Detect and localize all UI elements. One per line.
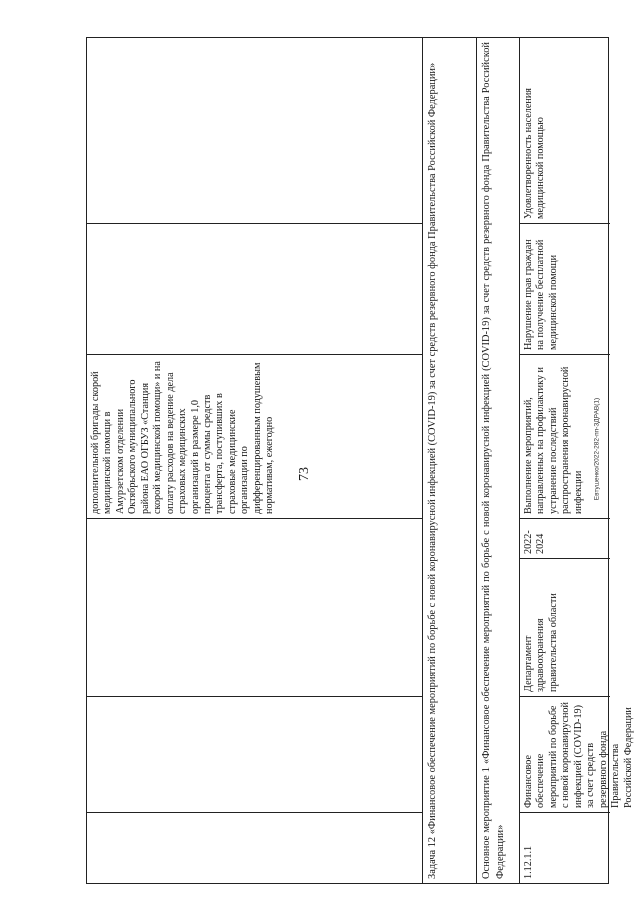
task-title: Задача 12 «Финансовое обеспечение мероприятий по борьбе с новой коронавирусной инфекцией (COVID-19) за счет средств резервного фонда Правительства Российской Федерации» bbox=[427, 62, 438, 879]
cell-expected-result: дополнительной бригады скорой медицинской помощи в Амурзетском отделении Октябрьского муниципального района ЕАО ОГБУЗ «Станция скорой медицинской помощи» и на оплату расходов на ведение дела страховых медицинских организаций в размере 1,0 процента от суммы средств трансферта, поступивших в страховые медицинские организации по дифференцированным подушевым нормативам, ежегодно bbox=[87, 354, 422, 518]
cell-number: 1.12.1.1 bbox=[520, 812, 610, 883]
table-row-item bbox=[520, 38, 634, 883]
cell-consequences: Нарушение прав граждан на получение бесплатной медицинской помощи bbox=[520, 223, 610, 354]
cell-period: 2022-2024 bbox=[520, 518, 610, 558]
cell-executor bbox=[87, 518, 422, 696]
cell-indicators bbox=[87, 36, 422, 223]
program-activities-table bbox=[86, 37, 634, 884]
page-number: 73 bbox=[297, 467, 312, 481]
cell-activity-name bbox=[87, 696, 422, 812]
table-row-main-activity bbox=[477, 38, 520, 883]
main-activity-title: Основное мероприятие 1 «Финансовое обеспечение мероприятий по борьбе с новой коронавирусной инфекцией (COVID-19) за счет средств резервного фонда Правительства Российской Федерации» bbox=[481, 42, 506, 879]
cell-number bbox=[87, 812, 422, 883]
cell-activity-name: Финансовое обеспечение мероприятий по борьбе с новой коронавирусной инфекцией (COVID-19) за счет средств резервного фонда Правительства Российской Федерации bbox=[520, 696, 610, 812]
cell-executor: Департамент здравоохранения правительства области bbox=[520, 558, 610, 696]
cell-indicators: Удовлетворенность населения медицинской помощью bbox=[523, 88, 547, 219]
document-registration-code: Евтушенко/2022-282-пп-ЗДРАВ(1) bbox=[593, 397, 601, 501]
cell-expected-result: Выполнение мероприятий, направленных на профилактику и устранение последствий распространения коронавирусной инфекции bbox=[520, 354, 610, 518]
cell-consequences bbox=[87, 223, 422, 354]
table-row-continued bbox=[87, 38, 423, 883]
table-row-task bbox=[423, 38, 477, 883]
